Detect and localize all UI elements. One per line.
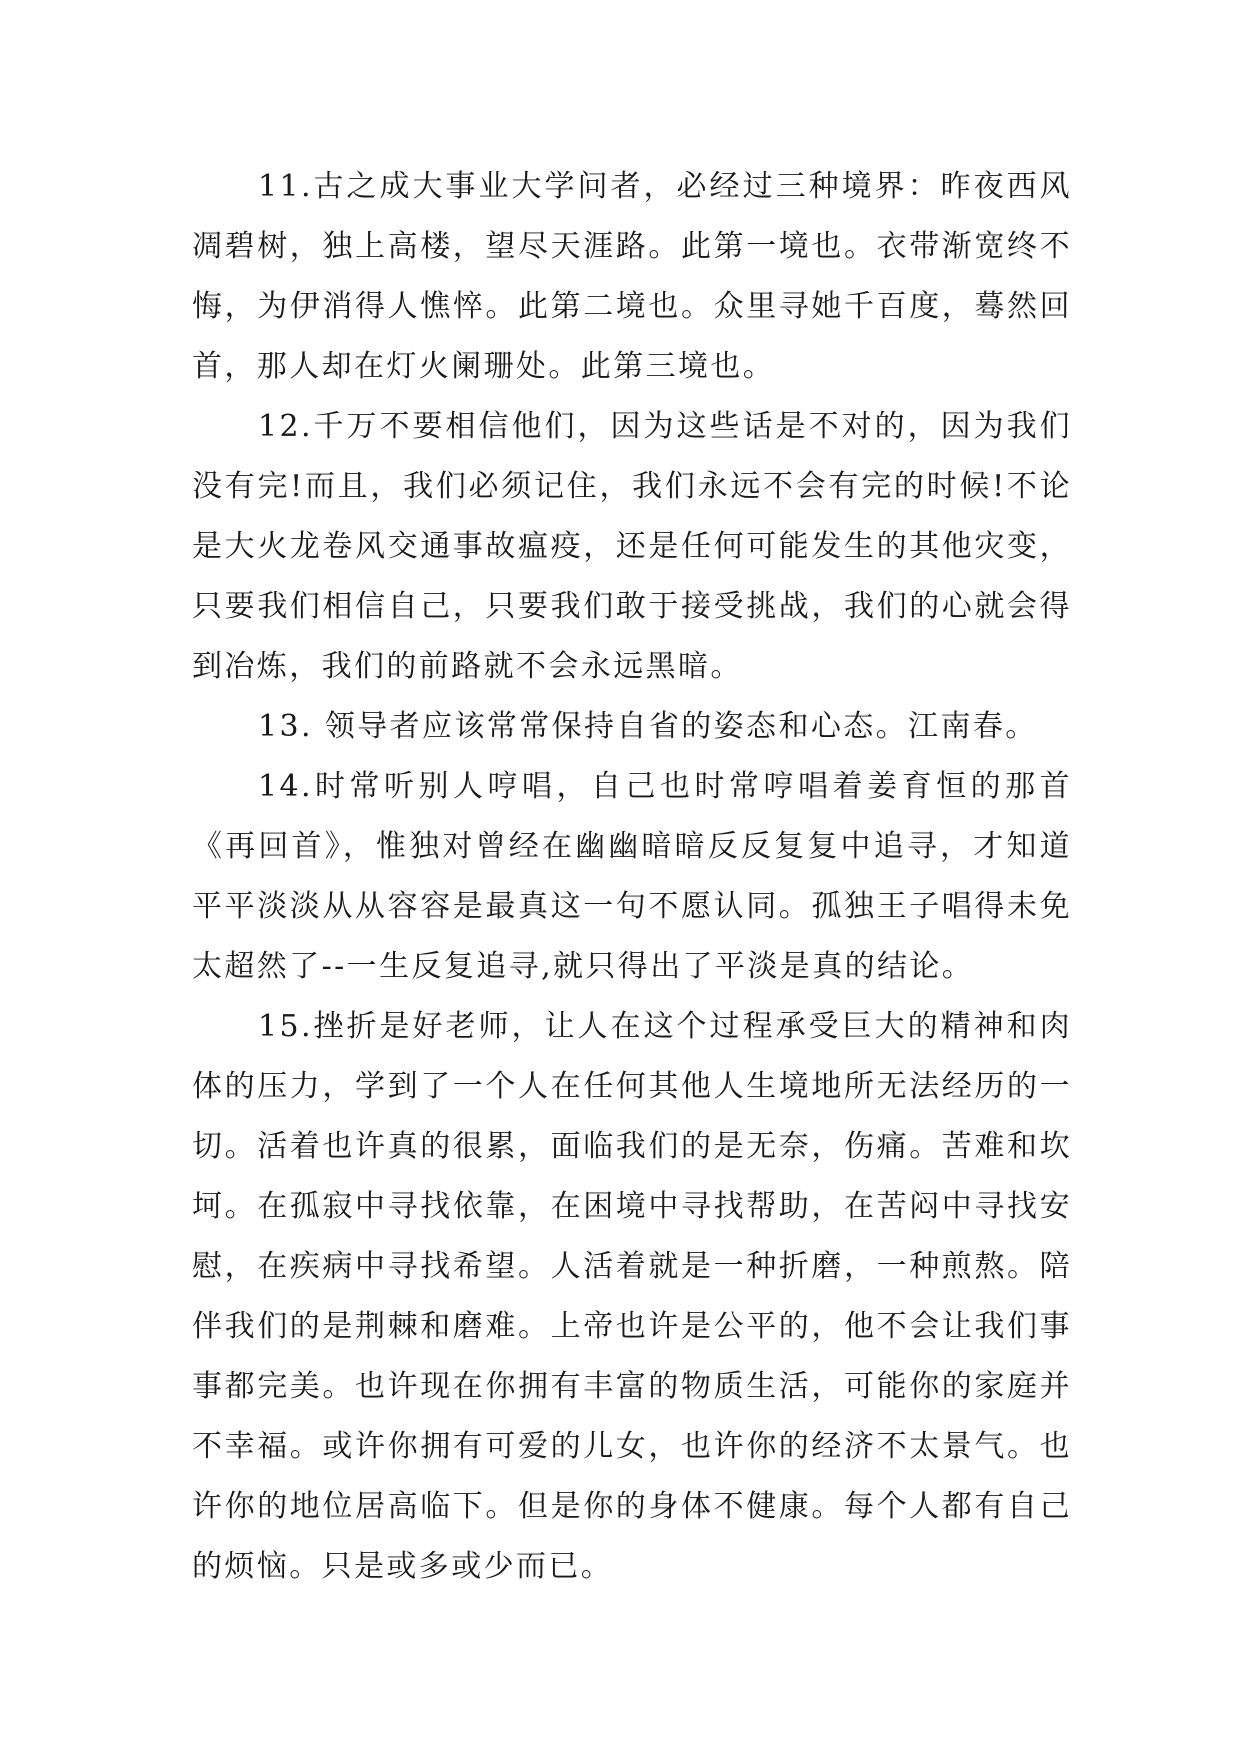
paragraph-14: 14.时常听别人哼唱，自己也时常哼唱着姜育恒的那首《再回首》，惟独对曾经在幽幽暗暗反反复复中追寻，才知道平平淡淡从从容容是最真这一句不愿认同。孤独王子唱得未免太超然了--一生反复追寻,就只得出了平淡是真的结论。 (192, 769, 1072, 984)
paragraph-11: 11.古之成大事业大学问者，必经过三种境界：昨夜西风凋碧树，独上高楼，望尽天涯路。此第一境也。衣带渐宽终不悔，为伊消得人憔悴。此第二境也。众里寻她千百度，蓦然回首，那人却在灯火阑珊处。此第三境也。 (192, 169, 1072, 384)
paragraph-15: 15.挫折是好老师，让人在这个过程承受巨大的精神和肉体的压力，学到了一个人在任何其他人生境地所无法经历的一切。活着也许真的很累，面临我们的是无奈，伤痛。苦难和坎坷。在孤寂中寻找依靠，在困境中寻找帮助，在苦闷中寻找安慰，在疾病中寻找希望。人活着就是一种折磨，一种煎熬。陪伴我们的是荆棘和磨难。上帝也许是公平的，他不会让我们事事都完美。也许现在你拥有丰富的物质生活，可能你的家庭并不幸福。或许你拥有可爱的儿女，也许你的经济不太景气。也许你的地位居高临下。但是你的身体不健康。每个人都有自己的烦恼。只是或多或少而已。 (192, 1009, 1072, 1584)
paragraph-12: 12.千万不要相信他们，因为这些话是不对的，因为我们没有完!而且，我们必须记住，我们永远不会有完的时候!不论是大火龙卷风交通事故瘟疫，还是任何可能发生的其他灾变，只要我们相信自己，只要我们敢于接受挑战，我们的心就会得到冶炼，我们的前路就不会永远黑暗。 (192, 409, 1072, 684)
paragraph-13: 13. 领导者应该常常保持自省的姿态和心态。江南春。 (258, 709, 1038, 744)
document-body (192, 157, 1072, 1597)
